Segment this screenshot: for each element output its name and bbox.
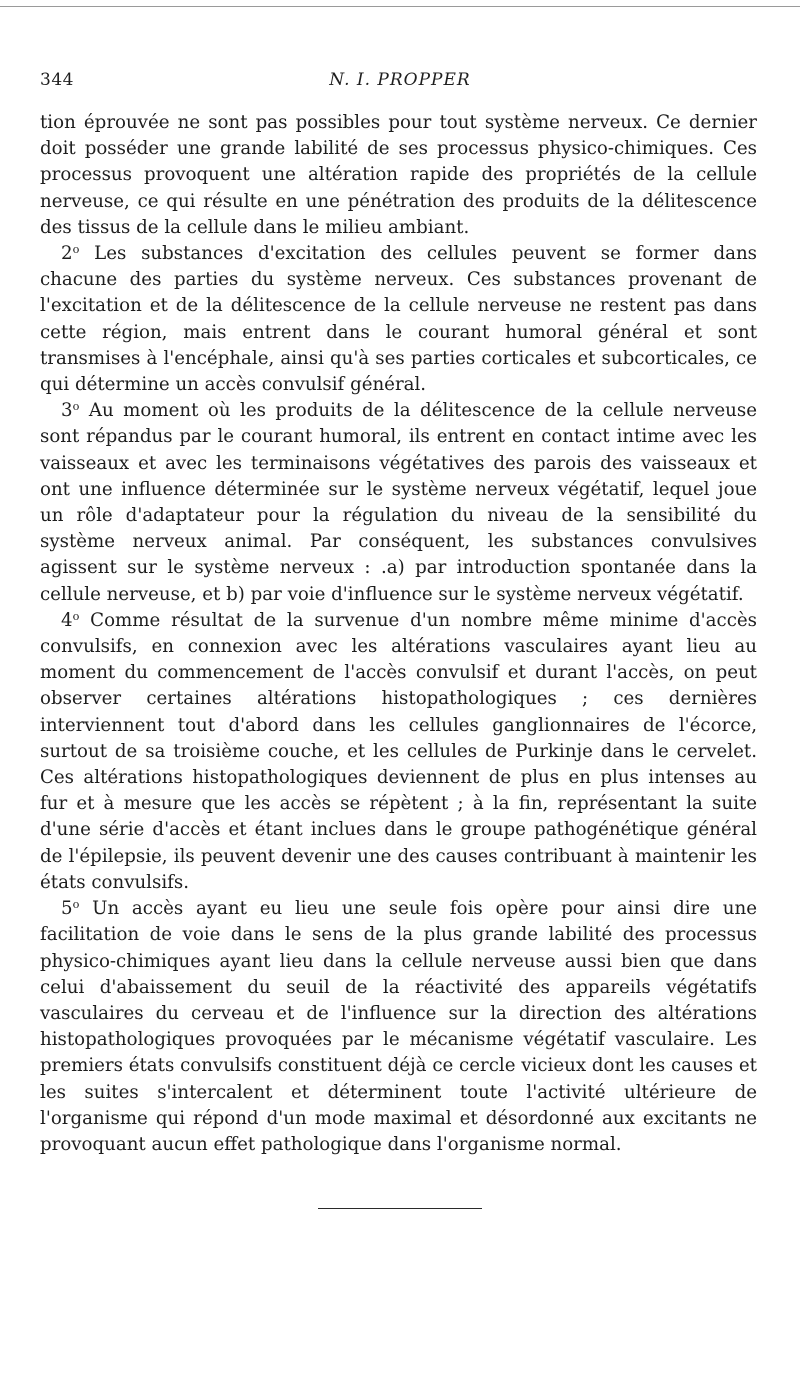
body-text <box>40 110 757 1158</box>
paragraph-point-5 <box>40 896 757 1158</box>
paragraph-text: Les substances d'excitation des cellules peuvent se former dans chacune des parties du système nerveux. Ces substances provenant de l'excitation et de la délitescence de la cellule nerveuse ne restent pas dans cette région, mais entrent dans le courant humoral général et sont transmises à l'encéphale, ainsi qu'à ses parties corticales et subcorticales, ce qui détermine un accès convulsif général. <box>40 243 757 396</box>
paragraph-point-4 <box>40 608 757 896</box>
point-number: 2 <box>61 243 73 265</box>
paragraph-text: Un accès ayant eu lieu une seule fois opère pour ainsi dire une facilitation de voie dans le sens de la plus grande labilité des processus physico-chimiques ayant lieu dans la cellule nerveuse aussi bien que dans celui d'abaissement du seuil de la réactivité des appareils végétatifs vasculaires du cerveau et de l'influence sur la direction des altérations histopathologiques provoquées par le mécanisme végétatif vasculaire. Les premiers états convulsifs constituent déjà ce cercle vicieux dont les causes et les suites s'intercalent et déterminent toute l'activité ultérieure de l'organisme qui répond d'un mode maximal et désordonné aux excitants ne provoquant aucun effet pathologique dans l'organisme normal. <box>40 898 757 1155</box>
paragraph-text: tion éprouvée ne sont pas possibles pour tout système nerveux. Ce dernier doit posséder une grande labilité de ses processus physico-chimiques. Ces processus provoquent une altération rapide des propriétés de la cellule nerveuse, ce qui résulte en une pénétration des produits de la délitescence des tissus de la cellule dans le milieu ambiant. <box>40 112 757 238</box>
degree-mark: o <box>72 400 80 414</box>
paragraph-point-3 <box>40 398 757 608</box>
point-number: 3 <box>61 400 73 422</box>
point-number: 4 <box>61 609 73 631</box>
point-number: 5 <box>61 898 73 920</box>
degree-mark: o <box>72 242 80 256</box>
top-rule <box>0 6 800 7</box>
section-end-rule <box>318 1208 482 1209</box>
paragraph-text: Au moment où les produits de la délitescence de la cellule nerveuse sont répandus par le courant humoral, ils entrent en contact intime avec les vaisseaux et avec les terminaisons végétatives des parois des vaisseaux et ont une influence déterminée sur le système nerveux végétatif, lequel joue un rôle d'adaptateur pour la régulation du niveau de la sensibilité du système nerveux animal. Par conséquent, les substances convulsives agissent sur le système nerveux : .a) par introduction spontanée dans la cellule nerveuse, et b) par voie d'influence sur le système nerveux végétatif. <box>40 400 757 605</box>
running-head: N. I. PROPPER <box>329 70 471 90</box>
degree-mark: o <box>72 609 80 623</box>
page-header <box>40 70 760 96</box>
paragraph-continuation <box>40 110 757 241</box>
paragraph-text: Comme résultat de la survenue d'un nombre même minime d'accès convulsifs, en connexion avec les altérations vasculaires ayant lieu au moment du commencement de l'accès convulsif et durant l'accès, on peut observer certaines altérations histopathologiques ; ces dernières interviennent tout d'abord dans les cellules ganglionnaires de l'écorce, surtout de sa troisième couche, et les cellules de Purkinje dans le cervelet. Ces altérations histopathologiques deviennent de plus en plus intenses au fur et à mesure que les accès se répètent ; à la fin, représentant la suite d'une série d'accès et étant inclues dans le groupe pathogénétique général de l'épilepsie, ils peuvent devenir une des causes contribuant à maintenir les états convulsifs. <box>40 609 757 893</box>
page-number: 344 <box>40 70 74 90</box>
paragraph-point-2 <box>40 241 757 398</box>
degree-mark: o <box>72 897 80 911</box>
